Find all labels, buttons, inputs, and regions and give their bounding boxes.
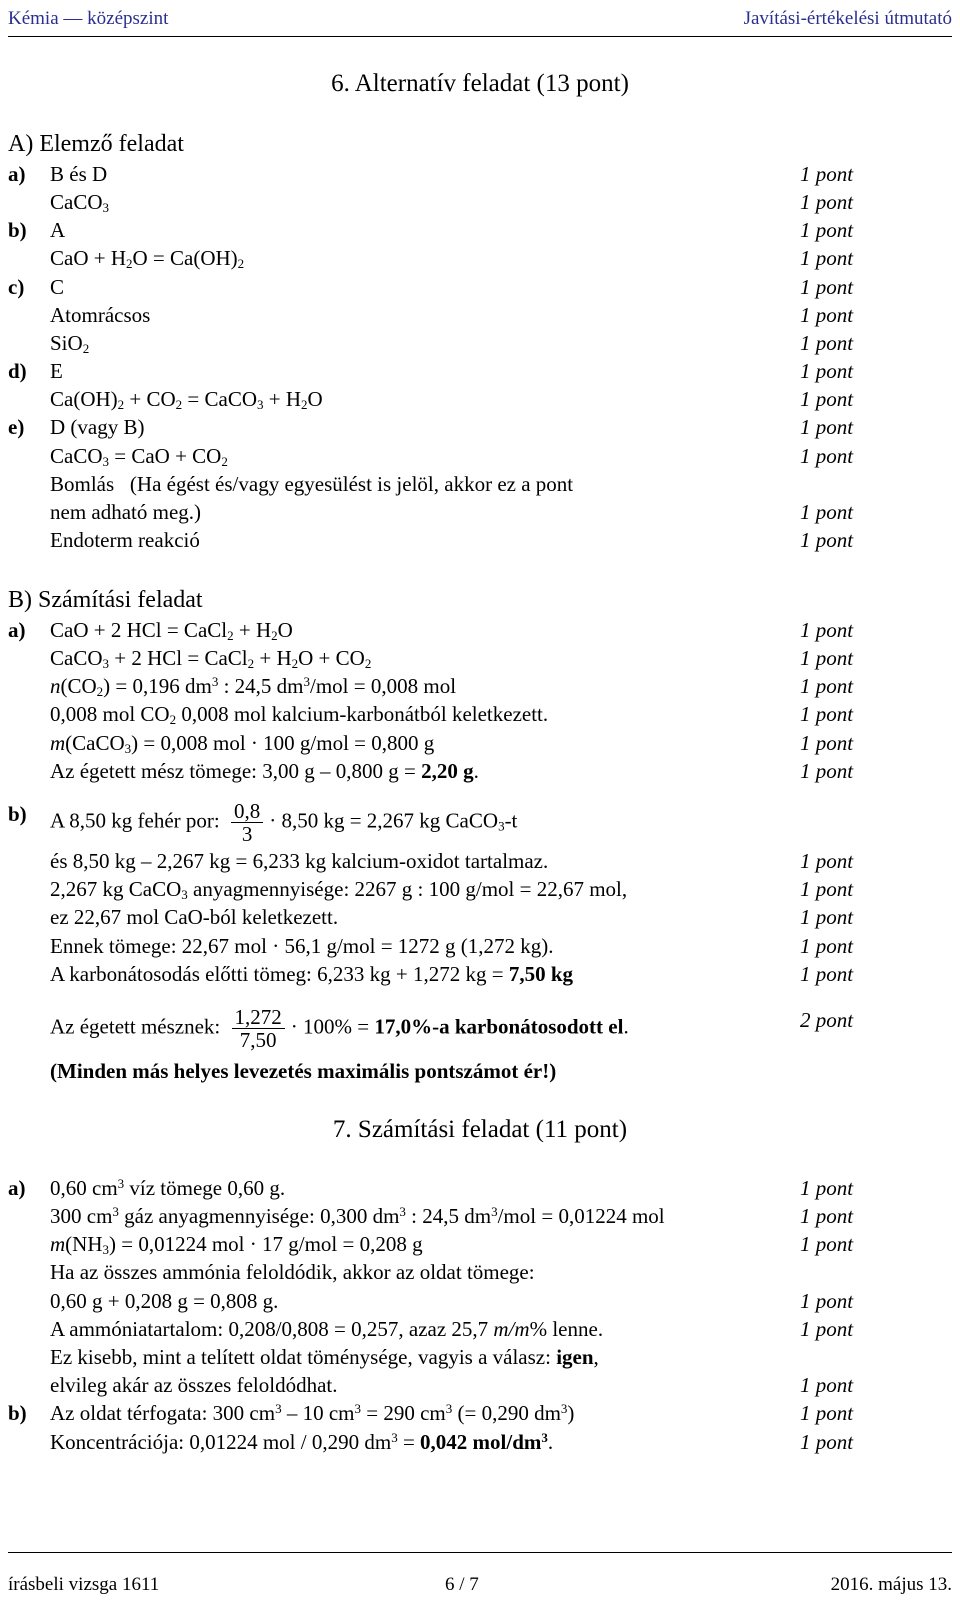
b-row: ez 22,67 mol CaO-ból keletkezett. 1 pont: [50, 905, 854, 929]
a-row: a) B és D 1 pont: [8, 162, 854, 186]
a-row: CaO + $H_2O = Ca(OH)_2$ 1 pont: [50, 246, 854, 271]
b-row: Ennek tömege: 22,67 mol · 56,1 g/mol = 1272 g (1,272 kg). 1 pont: [50, 934, 854, 958]
footer-rule: [8, 1552, 952, 1553]
a-row: Atomrácsos 1 pont: [50, 303, 854, 327]
a-row: b) A 1 pont: [8, 218, 854, 242]
t7-row: Ha az összes ammónia feloldódik, akkor az oldat tömege:: [50, 1260, 535, 1284]
b-row: 0,008 mol $CO_2$ 0,008 mol kalcium-karbonátból keletkezett. 1 pont: [50, 702, 854, 727]
t7-row: 300 $cm^3$ gáz anyagmennyisége: 0,300 $dm^3$ : 24,5 $dm^3$/mol = 0,01224 mol 1 pont: [50, 1204, 854, 1228]
b-row: a) CaO + 2 HCl = CaCl$_2$ + $H_2O$ 1 pont: [8, 618, 854, 643]
b-row: Az égetett mésznek: $\frac{1,272}{7,50}$ · 100% = 17,0%-a karbonátosodott el. 2 pont: [50, 1005, 854, 1052]
b-row: 2,267 kg CaCO$_3$ anyagmennyisége: 2267 g : 100 g/mol = 22,67 mol, 1 pont: [50, 877, 854, 902]
section-b-heading: B) Számítási feladat: [8, 587, 203, 613]
b-row: és 8,50 kg – 2,267 kg = 6,233 kg kalcium-oxidot tartalmaz. 1 pont: [50, 849, 854, 873]
a-row: d) E 1 pont: [8, 359, 854, 383]
t7-row: a) 0,60 $cm^3$ víz tömege 0,60 g. 1 pont: [8, 1176, 854, 1200]
t7-row: $m(NH_3) = 0,01224$ mol · 17 g/mol = 0,208 g 1 pont: [50, 1232, 854, 1257]
task7-title: 7. Számítási feladat (11 pont): [332, 1116, 628, 1143]
a-row: e) D (vagy B) 1 pont: [8, 415, 854, 439]
t7-row: A ammóniatartalom: 0,208/0,808 = 0,257, azaz 25,7 m/m% lenne. 1 pont: [50, 1317, 854, 1341]
note: (Minden más helyes levezetés maximális pontszámot ér!): [50, 1059, 557, 1083]
b-row: [0, 1057, 960, 1085]
footer-exam-id: írásbeli vizsga 1611: [8, 1574, 160, 1595]
a-row: $Ca(OH)_2 + CO_2$ = CaCO$_3$ + $H_2O$ 1 pont: [50, 387, 854, 412]
b-row: $n(CO_2) = 0,196$ $dm^3$ : 24,5 $dm^3$/mol = 0,008 mol 1 pont: [50, 674, 854, 699]
header-rule: [8, 36, 952, 37]
b-row: b) A 8,50 kg fehér por: $\frac{0,8}{3}$ · 8,50 kg = 2,267 kg CaCO$_3$-t: [8, 799, 518, 846]
b-row: A karbonátosodás előtti tömeg: 6,233 kg + 1,272 kg = 7,50 kg 1 pont: [50, 962, 854, 986]
footer-date: 2016. május 13.: [830, 1574, 952, 1595]
a-row: CaCO$_3$ = CaO + $CO_2$ 1 pont: [50, 444, 854, 469]
t7-row: Koncentrációja: 0,01224 mol / 0,290 $dm^3 = 0,042$ mol/$dm^3$. 1 pont: [50, 1430, 854, 1454]
b-row: m(CaCO$_3$) = 0,008 mol · 100 g/mol = 0,800 g 1 pont: [50, 731, 854, 756]
t7-row: b) Az oldat térfogata: 300 $cm^3 - 10$ $cm^3 = 290$ $cm^3$ (= 0,290 $dm^3$) 1 pont: [8, 1401, 854, 1425]
a-row: nem adható meg.) 1 pont: [50, 500, 854, 524]
header-doc-type: Javítási-értékelési útmutató: [743, 8, 952, 29]
t7-row: 0,60 g + 0,208 g = 0,808 g. 1 pont: [50, 1289, 854, 1313]
a-row: SiO$_2$ 1 pont: [50, 331, 854, 356]
a-row: CaCO$_3$ 1 pont: [50, 190, 854, 215]
header-subject: Kémia — középszint: [8, 8, 169, 29]
a-row: c) C 1 pont: [8, 275, 854, 299]
a-row: Endoterm reakció 1 pont: [50, 528, 854, 552]
section-a-heading: A) Elemző feladat: [8, 131, 184, 157]
t7-row: Ez kisebb, mint a telített oldat töménysége, vagyis a válasz: igen,: [50, 1345, 599, 1369]
b-row: Az égetett mész tömege: 3,00 g – 0,800 g = 2,20 g. 1 pont: [50, 759, 854, 783]
footer-page-number: 6 / 7: [445, 1574, 479, 1595]
fraction: $\frac{0,8}{3}$: [231, 800, 263, 845]
task6-title: 6. Alternatív feladat (13 pont): [331, 70, 629, 97]
fraction: $\frac{1,272}{7,50}$: [232, 1006, 285, 1051]
a-row: Bomlás (Ha égést és/vagy egyesülést is jelöl, akkor ez a pont: [50, 472, 574, 496]
b-row: CaCO$_3$ + 2 HCl = CaCl$_2$ + $H_2O + CO_2$ 1 pont: [50, 646, 854, 671]
t7-row: elvileg akár az összes feloldódhat. 1 pont: [50, 1373, 854, 1397]
